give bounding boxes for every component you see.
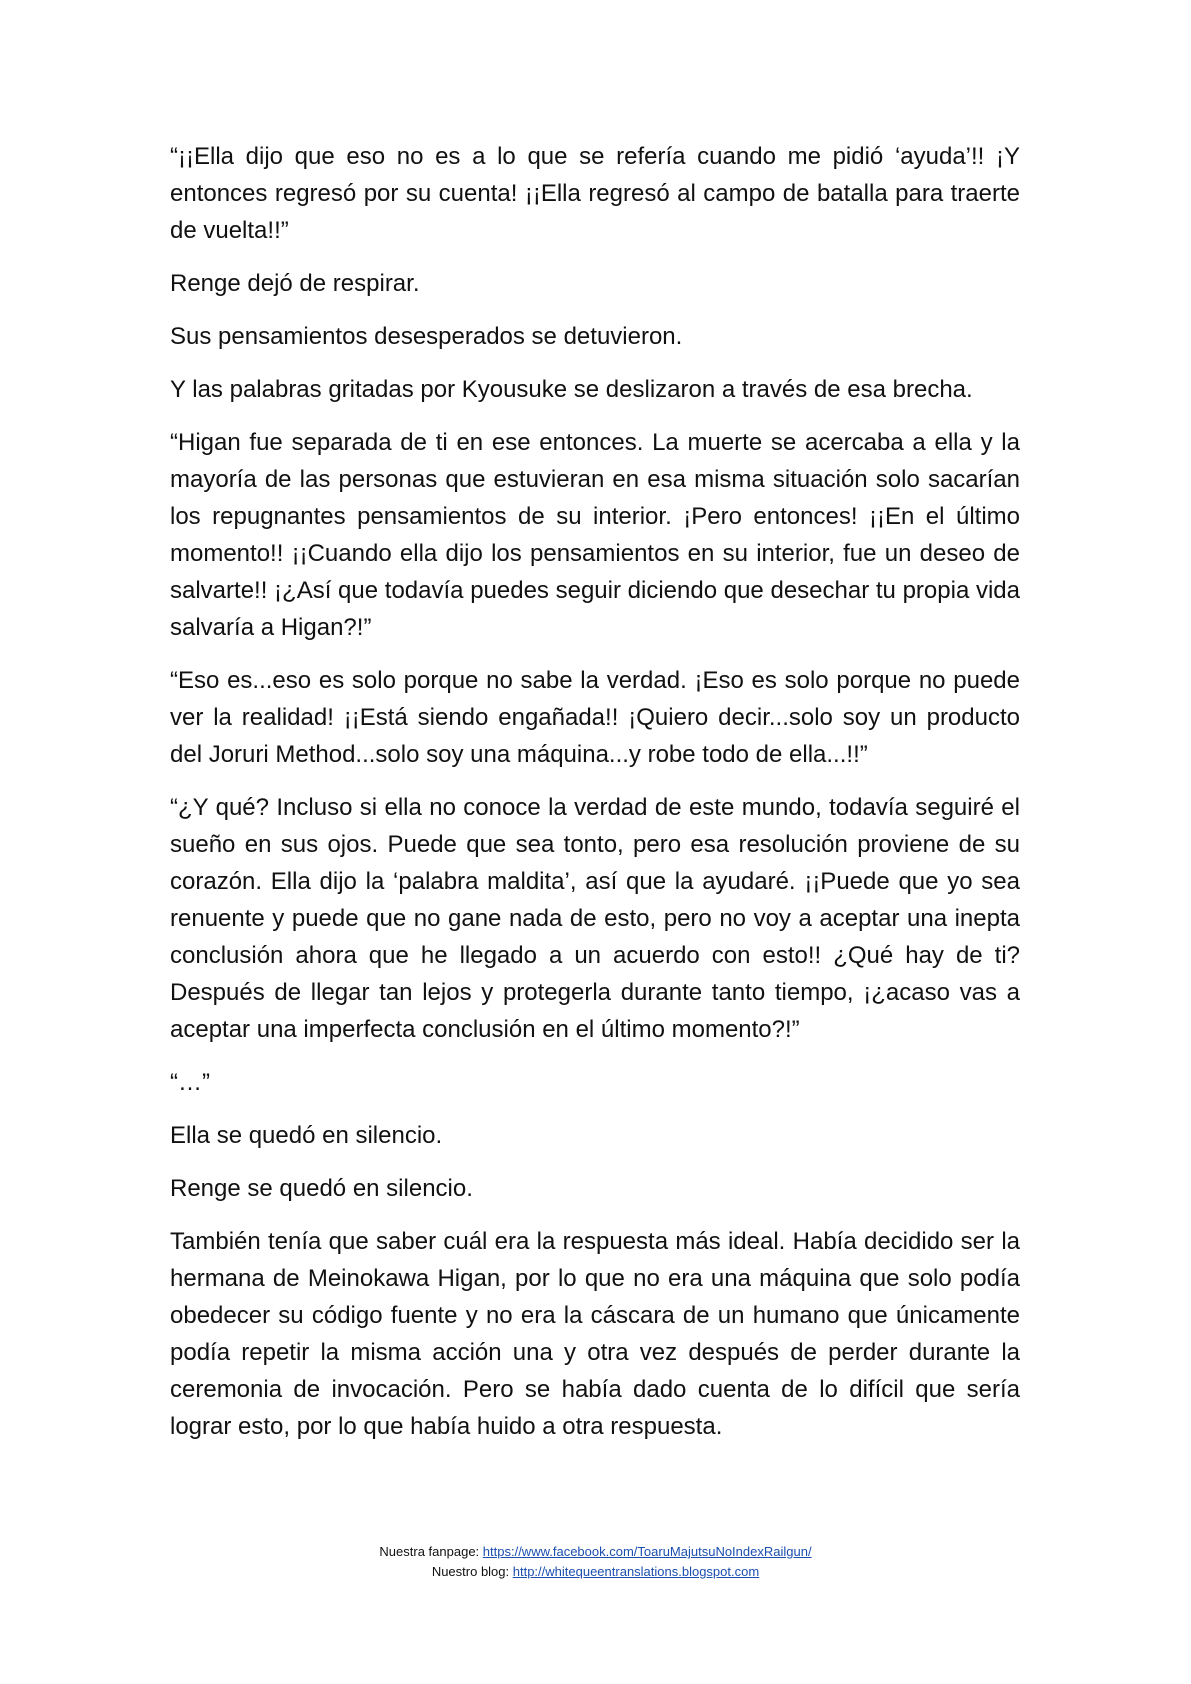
paragraph: También tenía que saber cuál era la respuesta más ideal. Había decidido ser la hermana de Meinokawa Higan, por lo que no era una máquina que solo podía obedecer su código fuente y no era la cáscara de un humano que únicamente podía repetir la misma acción una y otra vez después de perder durante la ceremonia de invocación. Pero se había dado cuenta de lo difícil que sería lograr esto, por lo que había huido a otra respuesta. xyxy=(170,1228,1020,1440)
paragraph: “…” xyxy=(170,1069,210,1096)
paragraph: “¿Y qué? Incluso si ella no conoce la verdad de este mundo, todavía seguiré el sueño en sus ojos. Puede que sea tonto, pero esa resolución proviene de su corazón. Ella dijo la ‘palabra maldita’, así que la ayudaré. ¡¡Puede que yo sea renuente y puede que no gane nada de esto, pero no voy a aceptar una inepta conclusión ahora que he llegado a un acuerdo con esto!! ¿Qué hay de ti? Después de llegar tan lejos y protegerla durante tanto tiempo, ¡¿acaso vas a aceptar una imperfecta conclusión en el último momento?!” xyxy=(170,794,1020,1043)
page-footer xyxy=(0,1542,1191,1582)
blog-link[interactable]: http://whitequeentranslations.blogspot.com xyxy=(512,1564,760,1579)
footer-blog-label: Nuestro blog: xyxy=(431,1564,513,1579)
paragraph: Renge dejó de respirar. xyxy=(170,270,420,297)
footer-fanpage-label: Nuestra fanpage: xyxy=(379,1544,483,1559)
fanpage-link[interactable]: https://www.facebook.com/ToaruMajutsuNoIndexRailgun/ xyxy=(482,1544,812,1559)
paragraph: Y las palabras gritadas por Kyousuke se deslizaron a través de esa brecha. xyxy=(170,376,973,403)
paragraph: Ella se quedó en silencio. xyxy=(170,1122,443,1149)
paragraph: Sus pensamientos desesperados se detuvieron. xyxy=(170,323,683,350)
body-text xyxy=(170,138,1020,1461)
paragraph: “¡¡Ella dijo que eso no es a lo que se refería cuando me pidió ‘ayuda’!! ¡Y entonces regresó por su cuenta! ¡¡Ella regresó al campo de batalla para traerte de vuelta!!” xyxy=(170,143,1020,244)
paragraph: “Higan fue separada de ti en ese entonces. La muerte se acercaba a ella y la mayoría de las personas que estuvieran en esa misma situación solo sacarían los repugnantes pensamientos de su interior. ¡Pero entonces! ¡¡En el último momento!! ¡¡Cuando ella dijo los pensamientos en su interior, fue un deseo de salvarte!! ¡¿Así que todavía puedes seguir diciendo que desechar tu propia vida salvaría a Higan?!” xyxy=(170,429,1020,641)
paragraph: Renge se quedó en silencio. xyxy=(170,1175,473,1202)
paragraph: “Eso es...eso es solo porque no sabe la verdad. ¡Eso es solo porque no puede ver la realidad! ¡¡Está siendo engañada!! ¡Quiero decir...solo soy un producto del Joruri Method...solo soy una máquina...y robe todo de ella...!!” xyxy=(170,667,1020,768)
footer-blog-line xyxy=(0,1562,1191,1582)
footer-fanpage-line xyxy=(0,1542,1191,1562)
